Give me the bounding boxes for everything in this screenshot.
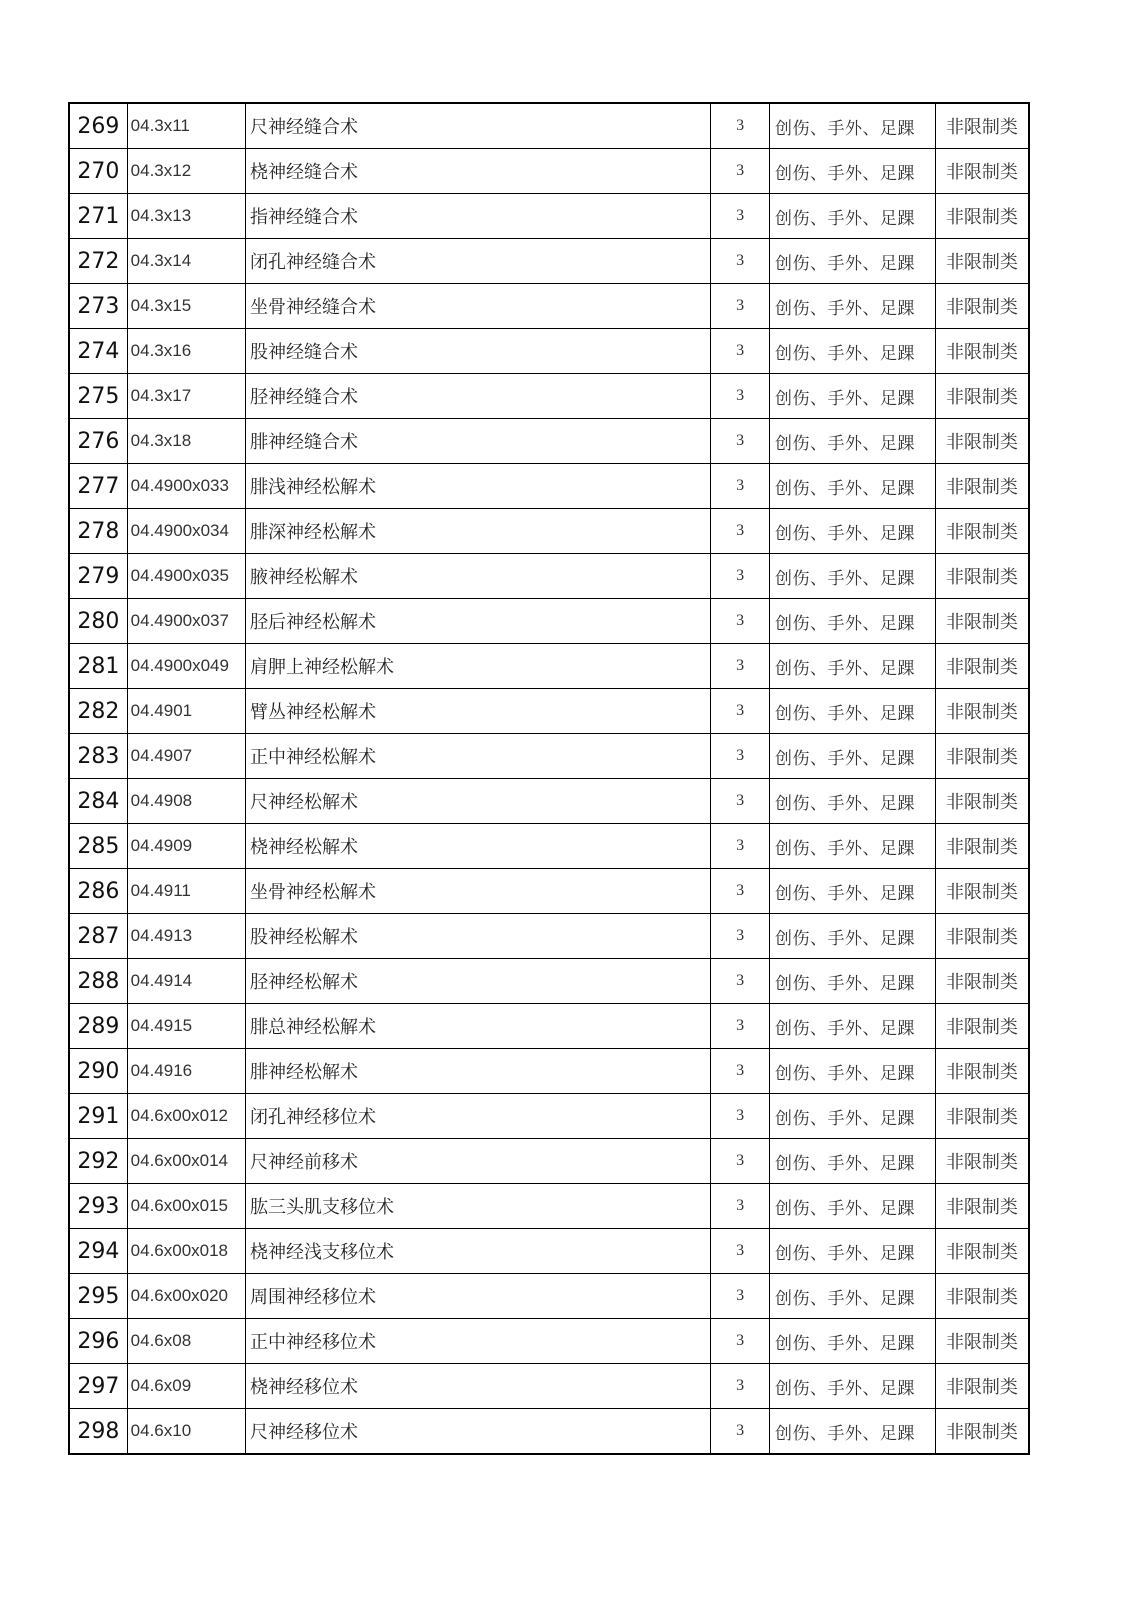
- procedure-code-cell: 04.4909: [127, 824, 245, 869]
- procedure-name-cell: 桡神经松解术: [246, 824, 711, 869]
- procedure-code-cell: 04.4913: [127, 914, 245, 959]
- restriction-category-cell: 非限制类: [935, 149, 1029, 194]
- restriction-category-cell: 非限制类: [935, 1184, 1029, 1229]
- restriction-category-cell: 非限制类: [935, 1229, 1029, 1274]
- restriction-category-cell: 非限制类: [935, 1274, 1029, 1319]
- procedure-code-cell: 04.4915: [127, 1004, 245, 1049]
- row-number-cell: 293: [69, 1184, 127, 1229]
- department-cell: 创伤、手外、足踝: [770, 1319, 936, 1364]
- row-number-cell: 283: [69, 734, 127, 779]
- row-number-cell: 270: [69, 149, 127, 194]
- department-cell: 创伤、手外、足踝: [770, 464, 936, 509]
- procedure-level-cell: 3: [711, 194, 770, 239]
- table-row: [69, 1274, 1029, 1319]
- procedure-name-cell: 腓神经松解术: [246, 1049, 711, 1094]
- row-number-cell: 289: [69, 1004, 127, 1049]
- procedure-level-cell: 3: [711, 644, 770, 689]
- row-number-cell: 290: [69, 1049, 127, 1094]
- department-cell: 创伤、手外、足踝: [770, 374, 936, 419]
- procedure-name-cell: 桡神经浅支移位术: [246, 1229, 711, 1274]
- procedure-code-cell: 04.3x11: [127, 103, 245, 149]
- procedure-name-cell: 桡神经移位术: [246, 1364, 711, 1409]
- department-cell: 创伤、手外、足踝: [770, 779, 936, 824]
- procedure-name-cell: 尺神经松解术: [246, 779, 711, 824]
- procedure-level-cell: 3: [711, 284, 770, 329]
- row-number-cell: 287: [69, 914, 127, 959]
- table-row: [69, 914, 1029, 959]
- restriction-category-cell: 非限制类: [935, 869, 1029, 914]
- table-row: [69, 869, 1029, 914]
- row-number-cell: 286: [69, 869, 127, 914]
- row-number-cell: 274: [69, 329, 127, 374]
- procedure-name-cell: 坐骨神经松解术: [246, 869, 711, 914]
- restriction-category-cell: 非限制类: [935, 1004, 1029, 1049]
- procedure-code-cell: 04.4900x049: [127, 644, 245, 689]
- row-number-cell: 296: [69, 1319, 127, 1364]
- procedure-name-cell: 股神经缝合术: [246, 329, 711, 374]
- restriction-category-cell: 非限制类: [935, 239, 1029, 284]
- procedure-name-cell: 腓深神经松解术: [246, 509, 711, 554]
- procedure-code-cell: 04.4901: [127, 689, 245, 734]
- department-cell: 创伤、手外、足踝: [770, 1184, 936, 1229]
- procedure-name-cell: 正中神经松解术: [246, 734, 711, 779]
- restriction-category-cell: 非限制类: [935, 194, 1029, 239]
- row-number-cell: 269: [69, 103, 127, 149]
- row-number-cell: 273: [69, 284, 127, 329]
- row-number-cell: 280: [69, 599, 127, 644]
- procedure-name-cell: 闭孔神经移位术: [246, 1094, 711, 1139]
- department-cell: 创伤、手外、足踝: [770, 869, 936, 914]
- procedure-code-cell: 04.4911: [127, 869, 245, 914]
- restriction-category-cell: 非限制类: [935, 103, 1029, 149]
- procedure-code-cell: 04.4916: [127, 1049, 245, 1094]
- department-cell: 创伤、手外、足踝: [770, 329, 936, 374]
- procedure-code-cell: 04.4900x037: [127, 599, 245, 644]
- department-cell: 创伤、手外、足踝: [770, 599, 936, 644]
- table-row: [69, 1049, 1029, 1094]
- procedure-name-cell: 腓浅神经松解术: [246, 464, 711, 509]
- procedure-table-body: [69, 103, 1029, 1454]
- procedure-code-cell: 04.4900x033: [127, 464, 245, 509]
- procedure-table: [68, 102, 1030, 1455]
- procedure-level-cell: 3: [711, 1139, 770, 1184]
- table-row: [69, 689, 1029, 734]
- table-row: [69, 464, 1029, 509]
- department-cell: 创伤、手外、足踝: [770, 959, 936, 1004]
- department-cell: 创伤、手外、足踝: [770, 914, 936, 959]
- table-row: [69, 1409, 1029, 1455]
- table-row: [69, 734, 1029, 779]
- row-number-cell: 276: [69, 419, 127, 464]
- department-cell: 创伤、手外、足踝: [770, 644, 936, 689]
- table-row: [69, 599, 1029, 644]
- procedure-name-cell: 股神经松解术: [246, 914, 711, 959]
- row-number-cell: 272: [69, 239, 127, 284]
- table-row: [69, 779, 1029, 824]
- procedure-level-cell: 3: [711, 689, 770, 734]
- restriction-category-cell: 非限制类: [935, 1139, 1029, 1184]
- procedure-code-cell: 04.3x13: [127, 194, 245, 239]
- table-row: [69, 329, 1029, 374]
- table-row: [69, 554, 1029, 599]
- restriction-category-cell: 非限制类: [935, 464, 1029, 509]
- restriction-category-cell: 非限制类: [935, 419, 1029, 464]
- procedure-name-cell: 坐骨神经缝合术: [246, 284, 711, 329]
- procedure-level-cell: 3: [711, 914, 770, 959]
- table-row: [69, 1364, 1029, 1409]
- table-row: [69, 1319, 1029, 1364]
- department-cell: 创伤、手外、足踝: [770, 689, 936, 734]
- table-row: [69, 1184, 1029, 1229]
- procedure-name-cell: 指神经缝合术: [246, 194, 711, 239]
- procedure-level-cell: 3: [711, 824, 770, 869]
- table-row: [69, 194, 1029, 239]
- table-row: [69, 644, 1029, 689]
- department-cell: 创伤、手外、足踝: [770, 284, 936, 329]
- procedure-code-cell: 04.3x17: [127, 374, 245, 419]
- department-cell: 创伤、手外、足踝: [770, 1094, 936, 1139]
- procedure-code-cell: 04.6x10: [127, 1409, 245, 1455]
- procedure-level-cell: 3: [711, 419, 770, 464]
- procedure-level-cell: 3: [711, 1319, 770, 1364]
- row-number-cell: 295: [69, 1274, 127, 1319]
- procedure-name-cell: 桡神经缝合术: [246, 149, 711, 194]
- table-row: [69, 1229, 1029, 1274]
- department-cell: 创伤、手外、足踝: [770, 419, 936, 464]
- table-row: [69, 284, 1029, 329]
- department-cell: 创伤、手外、足踝: [770, 1274, 936, 1319]
- procedure-code-cell: 04.3x18: [127, 419, 245, 464]
- procedure-code-cell: 04.6x08: [127, 1319, 245, 1364]
- procedure-level-cell: 3: [711, 1274, 770, 1319]
- procedure-code-cell: 04.4900x034: [127, 509, 245, 554]
- procedure-name-cell: 周围神经移位术: [246, 1274, 711, 1319]
- row-number-cell: 292: [69, 1139, 127, 1184]
- row-number-cell: 288: [69, 959, 127, 1004]
- table-row: [69, 239, 1029, 284]
- procedure-level-cell: 3: [711, 103, 770, 149]
- restriction-category-cell: 非限制类: [935, 914, 1029, 959]
- table-row: [69, 959, 1029, 1004]
- procedure-name-cell: 臂丛神经松解术: [246, 689, 711, 734]
- row-number-cell: 281: [69, 644, 127, 689]
- procedure-code-cell: 04.6x00x020: [127, 1274, 245, 1319]
- table-row: [69, 149, 1029, 194]
- procedure-code-cell: 04.6x00x018: [127, 1229, 245, 1274]
- row-number-cell: 282: [69, 689, 127, 734]
- department-cell: 创伤、手外、足踝: [770, 1229, 936, 1274]
- procedure-level-cell: 3: [711, 1184, 770, 1229]
- restriction-category-cell: 非限制类: [935, 284, 1029, 329]
- procedure-level-cell: 3: [711, 239, 770, 284]
- procedure-level-cell: 3: [711, 1094, 770, 1139]
- table-row: [69, 103, 1029, 149]
- department-cell: 创伤、手外、足踝: [770, 149, 936, 194]
- procedure-code-cell: 04.6x00x012: [127, 1094, 245, 1139]
- procedure-level-cell: 3: [711, 869, 770, 914]
- restriction-category-cell: 非限制类: [935, 734, 1029, 779]
- procedure-level-cell: 3: [711, 959, 770, 1004]
- table-row: [69, 1139, 1029, 1184]
- procedure-name-cell: 肩胛上神经松解术: [246, 644, 711, 689]
- procedure-level-cell: 3: [711, 599, 770, 644]
- restriction-category-cell: 非限制类: [935, 329, 1029, 374]
- table-row: [69, 509, 1029, 554]
- procedure-level-cell: 3: [711, 1409, 770, 1455]
- row-number-cell: 278: [69, 509, 127, 554]
- restriction-category-cell: 非限制类: [935, 959, 1029, 1004]
- table-row: [69, 374, 1029, 419]
- department-cell: 创伤、手外、足踝: [770, 194, 936, 239]
- procedure-level-cell: 3: [711, 149, 770, 194]
- procedure-name-cell: 腋神经松解术: [246, 554, 711, 599]
- restriction-category-cell: 非限制类: [935, 599, 1029, 644]
- procedure-name-cell: 腓神经缝合术: [246, 419, 711, 464]
- procedure-level-cell: 3: [711, 464, 770, 509]
- procedure-code-cell: 04.3x12: [127, 149, 245, 194]
- department-cell: 创伤、手外、足踝: [770, 554, 936, 599]
- procedure-level-cell: 3: [711, 374, 770, 419]
- table-row: [69, 824, 1029, 869]
- department-cell: 创伤、手外、足踝: [770, 1409, 936, 1455]
- procedure-code-cell: 04.6x09: [127, 1364, 245, 1409]
- row-number-cell: 291: [69, 1094, 127, 1139]
- row-number-cell: 285: [69, 824, 127, 869]
- restriction-category-cell: 非限制类: [935, 824, 1029, 869]
- department-cell: 创伤、手外、足踝: [770, 1139, 936, 1184]
- row-number-cell: 275: [69, 374, 127, 419]
- restriction-category-cell: 非限制类: [935, 1319, 1029, 1364]
- row-number-cell: 298: [69, 1409, 127, 1455]
- procedure-level-cell: 3: [711, 1004, 770, 1049]
- row-number-cell: 271: [69, 194, 127, 239]
- department-cell: 创伤、手外、足踝: [770, 509, 936, 554]
- procedure-code-cell: 04.6x00x015: [127, 1184, 245, 1229]
- restriction-category-cell: 非限制类: [935, 1409, 1029, 1455]
- procedure-code-cell: 04.3x14: [127, 239, 245, 284]
- procedure-level-cell: 3: [711, 1229, 770, 1274]
- department-cell: 创伤、手外、足踝: [770, 103, 936, 149]
- restriction-category-cell: 非限制类: [935, 1364, 1029, 1409]
- row-number-cell: 297: [69, 1364, 127, 1409]
- row-number-cell: 279: [69, 554, 127, 599]
- table-row: [69, 1004, 1029, 1049]
- procedure-name-cell: 肱三头肌支移位术: [246, 1184, 711, 1229]
- procedure-code-cell: 04.4908: [127, 779, 245, 824]
- procedure-code-cell: 04.3x16: [127, 329, 245, 374]
- procedure-name-cell: 正中神经移位术: [246, 1319, 711, 1364]
- procedure-name-cell: 尺神经缝合术: [246, 103, 711, 149]
- procedure-level-cell: 3: [711, 329, 770, 374]
- restriction-category-cell: 非限制类: [935, 779, 1029, 824]
- restriction-category-cell: 非限制类: [935, 644, 1029, 689]
- procedure-name-cell: 尺神经移位术: [246, 1409, 711, 1455]
- procedure-level-cell: 3: [711, 509, 770, 554]
- restriction-category-cell: 非限制类: [935, 1094, 1029, 1139]
- table-row: [69, 1094, 1029, 1139]
- department-cell: 创伤、手外、足踝: [770, 239, 936, 284]
- procedure-name-cell: 尺神经前移术: [246, 1139, 711, 1184]
- department-cell: 创伤、手外、足踝: [770, 1004, 936, 1049]
- restriction-category-cell: 非限制类: [935, 554, 1029, 599]
- row-number-cell: 277: [69, 464, 127, 509]
- row-number-cell: 294: [69, 1229, 127, 1274]
- procedure-level-cell: 3: [711, 554, 770, 599]
- procedure-level-cell: 3: [711, 1049, 770, 1094]
- department-cell: 创伤、手外、足踝: [770, 1364, 936, 1409]
- procedure-level-cell: 3: [711, 734, 770, 779]
- procedure-level-cell: 3: [711, 1364, 770, 1409]
- department-cell: 创伤、手外、足踝: [770, 734, 936, 779]
- procedure-name-cell: 胫神经缝合术: [246, 374, 711, 419]
- procedure-name-cell: 胫神经松解术: [246, 959, 711, 1004]
- restriction-category-cell: 非限制类: [935, 374, 1029, 419]
- row-number-cell: 284: [69, 779, 127, 824]
- procedure-code-cell: 04.6x00x014: [127, 1139, 245, 1184]
- procedure-name-cell: 闭孔神经缝合术: [246, 239, 711, 284]
- table-row: [69, 419, 1029, 464]
- procedure-name-cell: 胫后神经松解术: [246, 599, 711, 644]
- procedure-code-cell: 04.4907: [127, 734, 245, 779]
- procedure-level-cell: 3: [711, 779, 770, 824]
- restriction-category-cell: 非限制类: [935, 1049, 1029, 1094]
- procedure-code-cell: 04.3x15: [127, 284, 245, 329]
- restriction-category-cell: 非限制类: [935, 509, 1029, 554]
- department-cell: 创伤、手外、足踝: [770, 824, 936, 869]
- procedure-code-cell: 04.4900x035: [127, 554, 245, 599]
- restriction-category-cell: 非限制类: [935, 689, 1029, 734]
- procedure-code-cell: 04.4914: [127, 959, 245, 1004]
- department-cell: 创伤、手外、足踝: [770, 1049, 936, 1094]
- procedure-name-cell: 腓总神经松解术: [246, 1004, 711, 1049]
